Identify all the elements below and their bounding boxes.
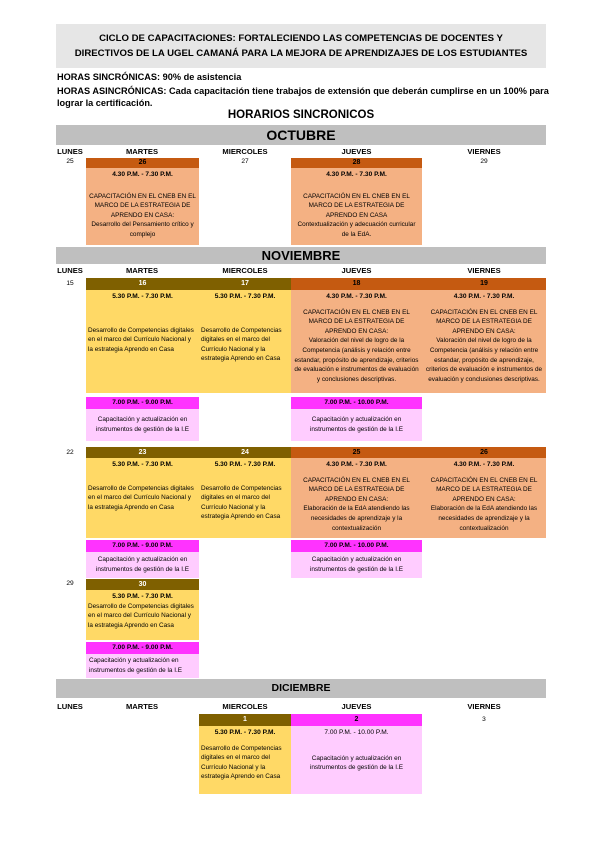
session-time: 5.30 P.M. - 7.30 P.M. (112, 293, 173, 300)
session-topic: Desarrollo de Competencias digitales en el marco del Currículo Nacional y la estrategia Aprendo en Casa (201, 484, 282, 521)
day-martes: MARTES (125, 266, 159, 275)
session-time: 4.30 P.M. - 7.30 P.M. (453, 461, 515, 468)
date-nov-16: 16 (86, 278, 199, 290)
session-nov-23 (86, 458, 199, 538)
async-line-1: HORAS ASINCRÓNICAS: Cada capacitación tiene trabajos de extensión que deberán cumplirse en un 100% para (57, 86, 549, 96)
date-oct-25: 25 (66, 158, 74, 165)
day-jueves: JUEVES (341, 147, 372, 156)
session-nov-17 (199, 290, 291, 393)
date-nov-19: 19 (422, 278, 546, 290)
evening-session-nov-16: Capacitación y actualización en instrumentos de gestión de la I.E (86, 409, 199, 441)
title-line-1: CICLO DE CAPACITACIONES: FORTALECIENDO LAS COMPETENCIAS DE DOCENTES Y (99, 33, 503, 44)
evening-session-nov-23: Capacitación y actualización en instrumentos de gestión de la I.E (86, 552, 199, 578)
date-nov-23: 23 (86, 447, 199, 458)
evening-time-nov-25: 7.00 P.M. - 10.00 P.M. (291, 540, 422, 552)
day-jueves: JUEVES (341, 266, 372, 275)
session-oct-28 (291, 168, 422, 245)
session-nov-24 (199, 458, 291, 538)
session-title: CAPACITACIÓN EN EL CNEB EN EL MARCO DE LA ESTRATEGIA DE APRENDO EN CASA: (430, 308, 538, 335)
day-lunes: LUNES (57, 702, 83, 711)
day-miercoles: MIERCOLES (222, 266, 268, 275)
day-viernes: VIERNES (467, 266, 501, 275)
session-time: 4.30 P.M. - 7.30 P.M. (326, 171, 387, 178)
session-topic: Valoración del nivel de logro de la Competencia (análisis y relación entre estandar, propósito de aprendizaje, criterios de evaluación e instrumentos de evaluación y conclusiones descriptivas. (425, 337, 543, 383)
session-title: CAPACITACIÓN EN EL CNEB EN EL MARCO DE LA ESTRATEGIA DE APRENDO EN CASA: (303, 476, 410, 503)
session-time: 4.30 P.M. - 7.30 P.M. (453, 293, 515, 300)
weekday-header-noviembre (56, 266, 546, 277)
day-viernes: VIERNES (467, 702, 501, 711)
date-nov-17: 17 (199, 278, 291, 290)
session-nov-25 (291, 458, 422, 538)
date-nov-24: 24 (199, 447, 291, 458)
session-nov-16 (86, 290, 199, 393)
session-topic: Desarrollo de Competencias digitales en el marco del Currículo Nacional y la estrategia Aprendo en Casa (88, 602, 194, 629)
date-oct-27: 27 (241, 158, 249, 165)
date-dic-3: 3 (482, 716, 486, 723)
session-topic: Elaboración de la EdA atendiendo las necesidades de aprendizaje y la contextualización (303, 505, 410, 532)
evening-session-nov-18: Capacitación y actualización en instrumentos de gestión de la I.E (291, 409, 422, 441)
session-topic: Desarrollo de Competencias digitales en el marco del Currículo Nacional y la estrategia Aprendo en Casa (201, 326, 282, 363)
session-topic: Capacitación y actualización en instrumentos de gestión de la I.E (309, 754, 404, 772)
date-dic-1: 1 (199, 714, 291, 726)
date-oct-26: 26 (86, 158, 199, 168)
session-nov-19 (422, 290, 546, 393)
evening-time-nov-23: 7.00 P.M. - 9.00 P.M. (86, 540, 199, 552)
day-martes: MARTES (125, 702, 159, 711)
day-miercoles: MIERCOLES (222, 702, 268, 711)
weekday-header-octubre (56, 147, 546, 158)
session-title: CAPACITACIÓN EN EL CNEB EN EL MARCO DE LA ESTRATEGIA DE APRENDO EN CASA: (89, 192, 196, 219)
month-bar-diciembre: DICIEMBRE (56, 679, 546, 698)
session-time: 4.30 P.M. - 7.30 P.M. (326, 461, 387, 468)
session-dic-1 (199, 726, 291, 794)
session-topic: Desarrollo de Competencias digitales en el marco del Currículo Nacional y la estrategia Aprendo en Casa (88, 326, 194, 353)
session-time: 5.30 P.M. - 7.30 P.M. (214, 729, 276, 736)
session-oct-26 (86, 168, 199, 245)
document-title (56, 24, 546, 68)
date-nov-15: 15 (66, 280, 74, 287)
async-line-2: lograr la certificación. (57, 98, 153, 108)
date-oct-29: 29 (480, 158, 488, 165)
session-topic: Desarrollo de Competencias digitales en el marco del Currículo Nacional y la estrategia Aprendo en Casa (88, 484, 194, 511)
date-oct-28: 28 (291, 158, 422, 168)
session-time: 5.30 P.M. - 7.30 P.M. (112, 593, 173, 600)
date-dic-2: 2 (291, 714, 422, 726)
month-bar-noviembre: NOVIEMBRE (56, 247, 546, 264)
day-viernes: VIERNES (467, 147, 501, 156)
evening-time-nov-30: 7.00 P.M. - 9.00 P.M. (86, 642, 199, 654)
session-time: 4.30 P.M. - 7.30 P.M. (112, 171, 173, 178)
session-title: CAPACITACIÓN EN EL CNEB EN EL MARCO DE LA ESTRATEGIA DE APRENDO EN CASA (303, 192, 410, 219)
date-nov-22: 22 (66, 449, 74, 456)
date-nov-25: 25 (291, 447, 422, 458)
weekday-header-diciembre (56, 702, 546, 713)
session-nov-18 (291, 290, 422, 393)
day-martes: MARTES (125, 147, 159, 156)
session-topic: Contextualización y adecuación curricular de la EdA. (297, 221, 416, 238)
session-nov-30 (86, 590, 199, 640)
session-title: CAPACITACIÓN EN EL CNEB EN EL MARCO DE LA ESTRATEGIA DE APRENDO EN CASA: (430, 476, 538, 503)
day-miercoles: MIERCOLES (222, 147, 268, 156)
async-hours-note (57, 85, 549, 109)
evening-time-nov-18: 7.00 P.M. - 10.00 P.M. (291, 397, 422, 409)
sync-hours-note: HORAS SINCRÓNICAS: 90% de asistencia (57, 72, 242, 82)
date-nov-29: 29 (66, 580, 74, 587)
session-time: 7.00 P.M. - 10.00 P.M. (324, 729, 389, 736)
session-time: 5.30 P.M. - 7.30 P.M. (214, 293, 276, 300)
evening-session-nov-30: Capacitación y actualización en instrumentos de gestión de la I.E (86, 654, 199, 678)
session-title: CAPACITACIÓN EN EL CNEB EN EL MARCO DE LA ESTRATEGIA DE APRENDO EN CASA: (303, 308, 410, 335)
session-topic: Desarrollo del Pensamiento crítico y complejo (91, 221, 194, 238)
session-time: 5.30 P.M. - 7.30 P.M. (214, 461, 276, 468)
day-lunes: LUNES (57, 266, 83, 275)
evening-session-nov-25: Capacitación y actualización en instrumentos de gestión de la I.E (291, 552, 422, 578)
evening-time-nov-16: 7.00 P.M. - 9.00 P.M. (86, 397, 199, 409)
date-nov-26: 26 (422, 447, 546, 458)
schedule-title: HORARIOS SINCRONICOS (227, 109, 375, 121)
session-topic: Desarrollo de Competencias digitales en el marco del Currículo Nacional y la estrategia Aprendo en Casa (201, 744, 282, 781)
date-nov-30: 30 (86, 579, 199, 590)
session-topic: Elaboración de la EdA atendiendo las necesidades de aprendizaje y la contextualización (430, 505, 538, 532)
title-line-2: DIRECTIVOS DE LA UGEL CAMANÁ PARA LA MEJORA DE APRENDIZAJES DE LOS ESTUDIANTES (74, 48, 528, 59)
day-lunes: LUNES (57, 147, 83, 156)
day-jueves: JUEVES (341, 702, 372, 711)
session-nov-26 (422, 458, 546, 538)
session-time: 4.30 P.M. - 7.30 P.M. (326, 293, 387, 300)
month-bar-octubre: OCTUBRE (56, 125, 546, 145)
session-topic: Valoración del nivel de logro de la Competencia (análisis y relación entre estandar, propósito de aprendizaje, criterios de evaluación e instrumentos de evaluación y conclusiones descriptivas. (294, 337, 419, 383)
session-dic-2 (291, 726, 422, 794)
session-time: 5.30 P.M. - 7.30 P.M. (112, 461, 173, 468)
date-nov-18: 18 (291, 278, 422, 290)
